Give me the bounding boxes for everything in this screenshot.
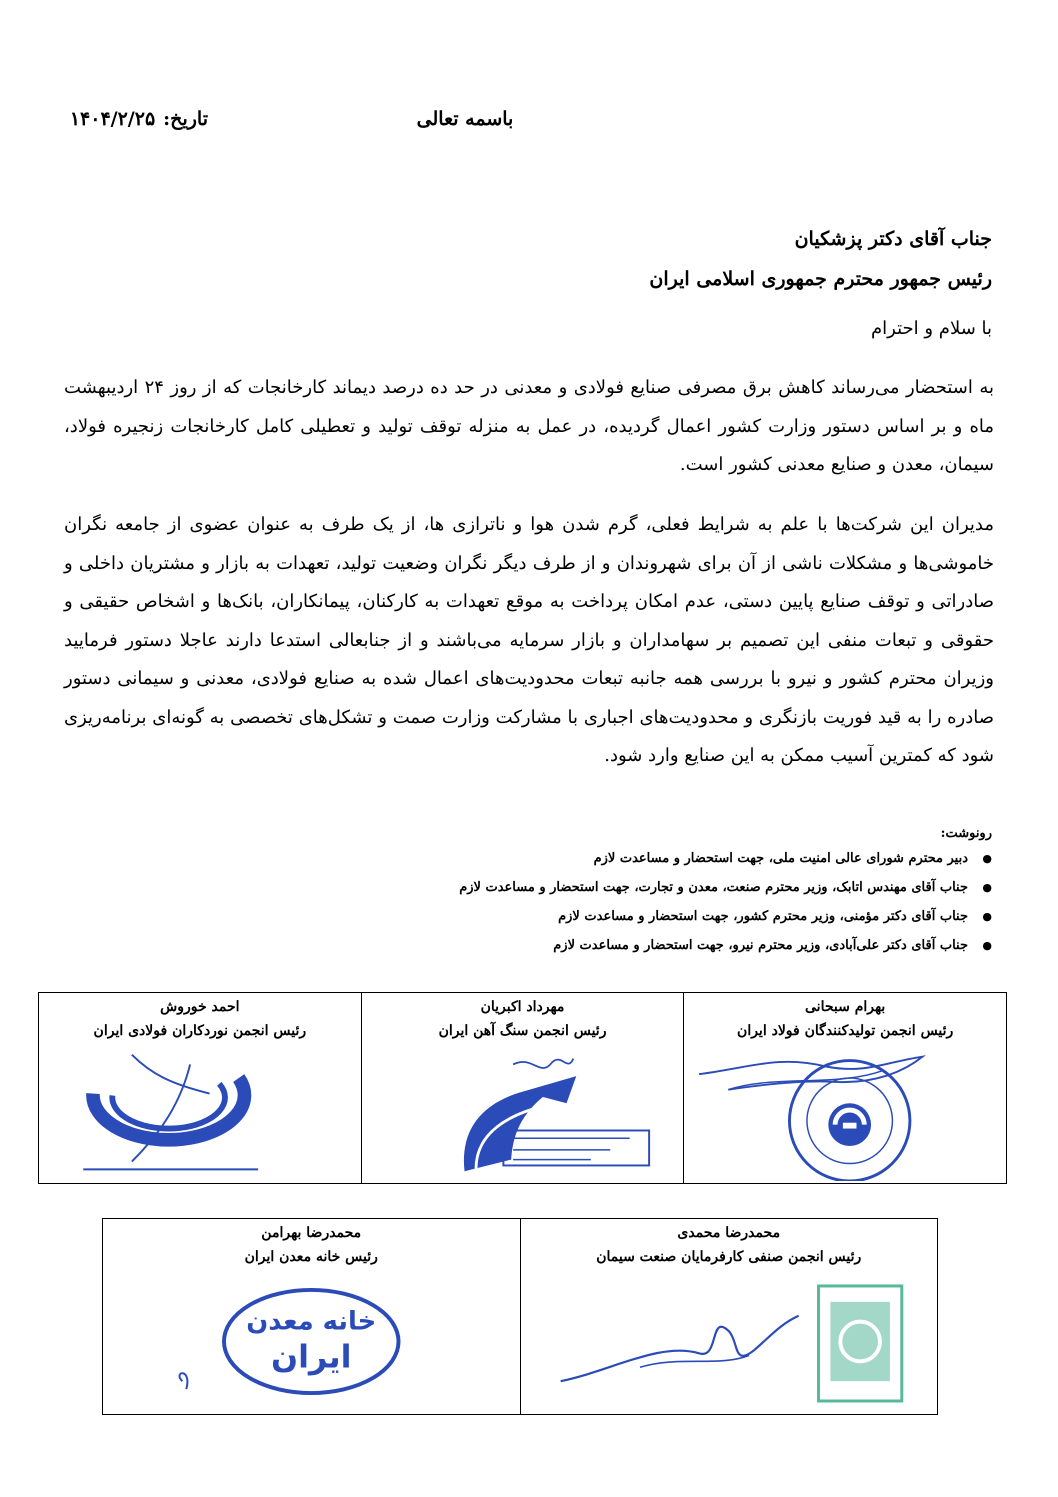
signatory-name: مهرداد اکبریان [480,999,565,1015]
iropex-stamp-icon [362,1045,684,1181]
bullet-icon: ● [982,852,992,865]
cc-item: ●دبیر محترم شورای عالی امنیت ملی، جهت استحضار و مساعدت لازم [459,848,992,877]
signatory-name: محمدرضا محمدی [677,1225,781,1241]
signature-cell [361,993,684,1184]
body-paragraph-2: مدیران این شرکت‌ها با علم به شرایط فعلی، گرم شدن هوا و ناترازی ها، از یک طرف به عنوان عضوی از جامعه نگران خاموشی‌ها و مشکلات ناشی از آن برای شهروندان و از طرف دیگر نگران وضعیت تولید، تعهدات به بازار و مشتریان داخلی و صادراتی و توقف صنایع پایین دستی، عدم امکان پرداخت به موقع تعهدات به کارکنان، پیمانکاران، بانک‌ها و اشخاص حقیقی و حقوقی و تبعات منفی این تصمیم بر سهامداران و بازار سرمایه می‌باشند و از جنابعالی استدعا دارند عاجلا دستور فرمایید وزیران محترم کشور و نیرو با بررسی همه جانبه تبعات محدودیت‌های اعمال شده به صنایع فولادی، معدنی و سیمانی دستور صادره را به قید فوریت بازنگری و محدودیت‌های اجباری با مشارکت وزارت صمت و تشکل‌های تخصصی به گونه‌ای برنامه‌ریزی شود که کمترین آسیب ممکن به این صنایع وارد شود. [64,514,994,766]
date-value: ۱۴۰۴/۲/۲۵ [69,108,156,130]
bullet-icon: ● [982,939,992,952]
bullet-icon: ● [982,881,992,894]
greeting: با سلام و احترام [871,318,992,339]
svg-text:خانه معدن: خانه معدن [246,1306,377,1337]
signature-cell [103,1219,521,1415]
cc-item: ●جناب آقای مهندس اتابک، وزیر محترم صنعت، معدن و تجارت، جهت استحضار و مساعدت لازم [459,877,992,906]
signatory-title: رئیس خانه معدن ایران [244,1249,378,1265]
recipient-title: رئیس جمهور محترم جمهوری اسلامی ایران [649,268,992,290]
cc-list [459,848,992,964]
bullet-icon: ● [982,910,992,923]
mine-house-stamp-icon [103,1271,520,1412]
signatory-name: محمدرضا بهرامن [261,1225,362,1241]
signatory-title: رئیس انجمن تولیدکنندگان فولاد ایران [737,1023,954,1039]
signature-table-1 [38,992,1007,1184]
cc-title: رونوشت: [940,826,992,841]
signatory-title: رئیس انجمن صنفی کارفرمایان صنعت سیمان [596,1249,862,1265]
signature-cell [684,993,1007,1184]
svg-text:ایران: ایران [271,1339,352,1376]
signature-cell [39,993,362,1184]
signatory-title: رئیس انجمن نوردکاران فولادی ایران [93,1023,307,1039]
signatory-name: احمد خوروش [160,999,240,1015]
recipient-name: جناب آقای دکتر پزشکیان [794,228,992,250]
signatory-name: بهرام سبحانی [805,999,886,1015]
cement-employers-stamp-icon [521,1271,938,1412]
signature-cell [520,1219,938,1415]
signatory-title: رئیس انجمن سنگ آهن ایران [438,1023,607,1039]
body-paragraph-1: به استحضار می‌رساند کاهش برق مصرفی صنایع فولادی و معدنی در حد ده درصد دیماند کارخانجات که از روز ۲۴ اردیبهشت ماه و بر اساس دستور وزارت کشور اعمال گردیده، در عمل به منزله توقف تولید و تعطیلی کامل کارخانجات زنجیره فولاد، سیمان، معدن و صنایع معدنی کشور است. [64,377,994,475]
signature-table-2 [102,1218,938,1415]
date-label: تاریخ: [163,108,208,130]
basmala-heading: باسمه تعالی [416,108,514,130]
cc-item: ●جناب آقای دکتر مؤمنی، وزیر محترم کشور، جهت استحضار و مساعدت لازم [459,906,992,935]
steel-rolling-stamp-icon [39,1045,361,1181]
cc-item: ●جناب آقای دکتر علی‌آبادی، وزیر محترم نیرو، جهت استحضار و مساعدت لازم [459,935,992,964]
steel-producers-stamp-icon [684,1045,1006,1181]
letter-date [38,108,208,130]
